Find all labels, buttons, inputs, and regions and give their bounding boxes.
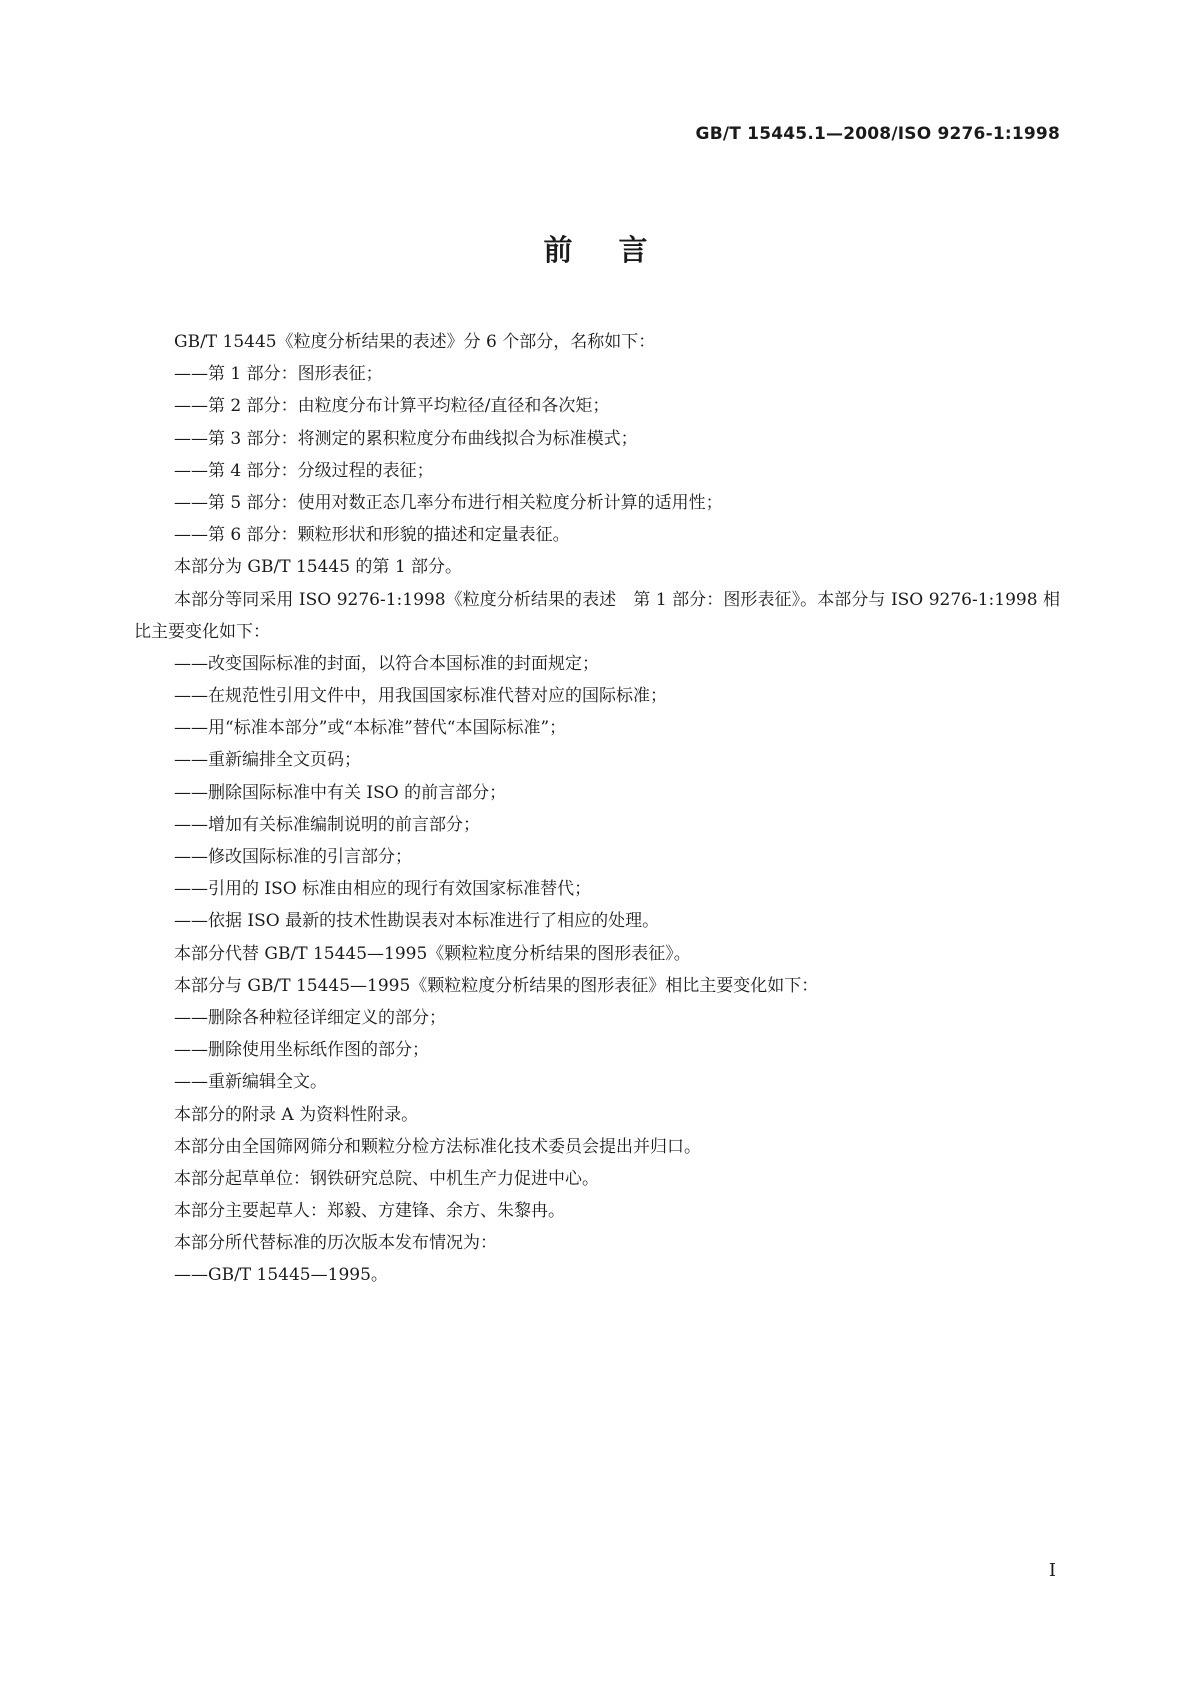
list-item-part-4: ——第 4 部分：分级过程的表征； [174,460,434,481]
paragraph-annex: 本部分的附录 A 为资料性附录。 [174,1104,419,1125]
paragraph-edition-history: 本部分所代替标准的历次版本发布情况为： [174,1233,497,1254]
paragraph-proposer: 本部分由全国筛网筛分和颗粒分检方法标准化技术委员会提出并归口。 [174,1136,701,1157]
paragraph-parts-intro: GB/T 15445《粒度分析结果的表述》分 6 个部分，名称如下： [174,332,656,352]
list-item-part-2: ——第 2 部分：由粒度分布计算平均粒径/直径和各次矩； [174,396,610,417]
paragraph-replaces: 本部分代替 GB/T 15445—1995《颗粒粒度分析结果的图形表征》。 [174,943,691,964]
list-item-change: ——重新编排全文页码； [174,750,361,771]
list-item-part-1: ——第 1 部分：图形表征； [174,364,383,385]
list-item-change-1995: ——删除各种粒径详细定义的部分； [174,1007,446,1028]
page-title: 前言 [543,233,694,267]
paragraph-drafters: 本部分主要起草人：郑毅、方建锋、余方、朱黎冉。 [174,1201,565,1222]
paragraph-part-statement: 本部分为 GB/T 15445 的第 1 部分。 [174,557,463,578]
page-number: I [1048,1560,1056,1581]
list-item-change: ——引用的 ISO 标准由相应的现行有效国家标准替代； [174,879,592,900]
list-item-change: ——改变国际标准的封面，以符合本国标准的封面规定； [174,653,599,674]
list-item-previous-edition: ——GB/T 15445—1995。 [174,1265,388,1286]
list-item-change: ——修改国际标准的引言部分； [174,847,412,868]
list-item-part-3: ——第 3 部分：将测定的累积粒度分布曲线拟合为标准模式； [174,428,638,449]
list-item-change: ——依据 ISO 最新的技术性勘误表对本标准进行了相应的处理。 [174,911,660,932]
paragraph-drafting-units: 本部分起草单位：钢铁研究总院、中机生产力促进中心。 [174,1168,599,1189]
foreword-body [134,326,1060,1292]
list-item-change-1995: ——删除使用坐标纸作图的部分； [174,1040,429,1061]
paragraph-changes-vs-1995: 本部分与 GB/T 15445—1995《颗粒粒度分析结果的图形表征》相比主要变化如下： [174,975,819,996]
list-item-part-6: ——第 6 部分：颗粒形状和形貌的描述和定量表征。 [174,525,570,546]
standard-number-header: GB/T 15445.1—2008/ISO 9276-1:1998 [695,124,1060,144]
list-item-part-5: ——第 5 部分：使用对数正态几率分布进行相关粒度分析计算的适用性； [174,492,723,513]
list-item-change: ——删除国际标准中有关 ISO 的前言部分； [174,782,507,803]
list-item-change: ——增加有关标准编制说明的前言部分； [174,814,480,835]
list-item-change: ——用“标准本部分”或“本标准”替代“本国际标准”； [174,718,567,739]
paragraph-iso-adoption: 本部分等同采用 ISO 9276-1:1998《粒度分析结果的表述 第 1 部分：图形表征》。本部分与 ISO 9276-1:1998 相比主要变化如下： [134,589,1060,642]
list-item-change-1995: ——重新编辑全文。 [174,1072,327,1093]
list-item-change: ——在规范性引用文件中，用我国国家标准代替对应的国际标准； [174,686,667,707]
